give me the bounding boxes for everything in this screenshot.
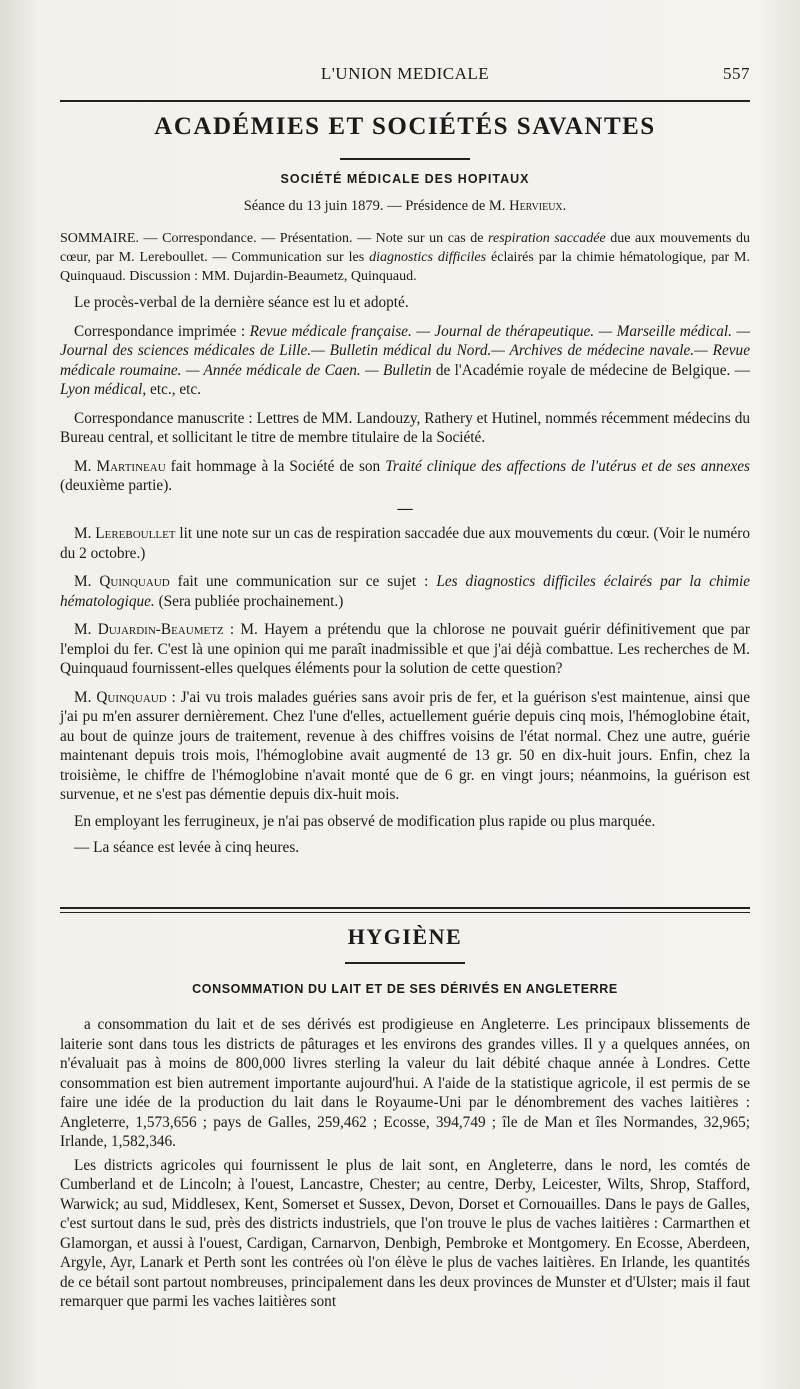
paragraph: [60, 524, 750, 563]
paragraph-italic: Les diagnostics difficiles éclairés par la chimie hématologique.: [60, 573, 750, 610]
section-title-rule: [340, 158, 470, 160]
page-number: 557: [723, 64, 750, 83]
paragraph: [60, 688, 750, 805]
paragraph-text: En employant les ferrugineux, je n'ai pas observé de modification plus rapide ou plus marquée.: [74, 812, 656, 830]
paragraph-text: Le procès-verbal de la dernière séance est lu et adopté.: [74, 294, 409, 311]
sommaire-italic: diagnostics difficiles: [369, 250, 487, 265]
seance-text: Séance du 13 juin 1879. — Présidence de M.: [243, 198, 510, 214]
paragraph-text: M.: [74, 457, 97, 475]
hygiene-title-rule: [345, 962, 465, 964]
paragraph-text: M.: [74, 688, 97, 706]
paragraph-text: : J'ai vu trois malades guéries sans avoir pris de fer, et la guérison s'est maintenue, ainsi que j'ai pu m'en assurer dernièrement. Chez l'une d'elles, actuellement guérie depuis cinq mois, l'hémoglobine était, au bout de quinze jours de traitement, revenue à des chiffres voisins de l'état normal. Chez une autre, guérie maintenant depuis trois mois, l'hémoglobine avait augmenté de 13 gr. 50 en dix-huit jours. Enfin, chez la troisième, le chiffre de l'hémoglobine n'avait monté que de 6 gr. en vingt jours; néanmoins, la guérison est survenue, et ne s'est pas démentie depuis dix-huit mois.: [60, 688, 750, 803]
speaker-name: Dujardin-Beaumetz: [97, 621, 224, 638]
paragraph: [60, 620, 750, 679]
paragraph-text: Les districts agricoles qui fournissent le plus de lait sont, en Angleterre, dans le nord, les comtés de Cumberland et de Lincoln; à l'ouest, Lancastre, Chester; au centre, Derby, Leicester, Wilts, Shrop, Stafford, Warwick; au sud, Middlesex, Kent, Somerset et Sussex, Devon, Dorset et Cornouailles. Dans le pays de Galles, c'est surtout dans le sud, près des districts industriels, que l'on trouve le plus de vaches laitières : Carmarthen et Glamorgan, et aussi à l'ouest, Cardigan, Carnarvon, Denbigh, Pembroke et Montgomery. En Ecosse, Aberdeen, Argyle, Ayr, Lanark et Perth sont les contrées où l'on élève le plus de vaches laitières. En Irlande, les quantités de ce bétail sont partout nombreuses, principalement dans les deux provinces de Munster et d'Ulster; mais il faut remarquer que parmi les vaches laitières sont: [60, 1156, 750, 1310]
paragraph-text: Correspondance manuscrite : Lettres de MM. Landouzy, Rathery et Hutinel, nommés récemment médecins du Bureau central, et sollicitant le titre de membre titulaire de la Société.: [60, 409, 750, 446]
sommaire-italic: respiration saccadée: [488, 231, 606, 246]
hygiene-title: HYGIÈNE: [347, 924, 463, 949]
president-name: Hervieux.: [509, 198, 567, 214]
paragraph: [60, 838, 750, 858]
paragraph: [60, 322, 750, 400]
paragraph-italic: Revue médicale française. — Journal de thérapeutique. — Marseille médical. — Journal des sciences médicales de Lille.— Bulletin médical du Nord.— Archives de médecine navale.— Revue médicale roumaine. — Année médicale de Caen. — Bulletin: [60, 322, 751, 379]
paragraph-text: (deuxième partie).: [60, 477, 173, 494]
paragraph: [60, 457, 750, 496]
paragraph-text: M.: [74, 525, 96, 542]
paragraph-italic: Traité clinique des affections de l'utérus et de ses annexes: [385, 457, 751, 475]
sommaire-text: due aux mouvements du cœur, par M. Lereboullet. — Communication sur les: [60, 231, 750, 265]
paragraph-text: fait hommage à la Société de son: [165, 457, 386, 475]
paragraph-text: (Sera publiée prochainement.): [154, 592, 344, 610]
speaker-name: Quinquaud: [96, 688, 167, 706]
paragraph-italic: Lyon médical: [60, 381, 143, 398]
section-title: ACADÉMIES ET SOCIÉTÉS SAVANTES: [154, 113, 656, 140]
paragraph: [60, 1015, 750, 1152]
sommaire-text: — Correspondance. — Présentation. — Note sur un cas de: [138, 231, 489, 246]
paragraph-text: a consommation du lait et de ses dérivés est prodigieuse en Angleterre. Les principaux blissements de laiterie sont dans tous les districts de pâturages et les environs des grandes villes. Il y a quelques années, on n'évaluait pas à moins de 800,000 livres sterling la valeur du lait débité chaque année à Londres. Cette consommation est bien autrement importante aujourd'hui. A l'aide de la statistique agricole, il est permis de se faire une idée de la production du lait dans le Royaume-Uni par le dénombrement des vaches laitières : Angleterre, 1,573,656 ; pays de Galles, 259,462 ; Ecosse, 394,749 ; île de Man et îles Normandes, 32,965; Irlande, 1,582,346.: [60, 1016, 750, 1150]
sommaire-label: SOMMAIRE.: [60, 231, 139, 246]
paragraph-text: — La séance est levée à cinq heures.: [74, 839, 300, 856]
paragraph-text: lit une note sur un cas de respiration saccadée due aux mouvements du cœur. (Voir le numéro du 2 octobre.): [60, 525, 751, 562]
paragraph: [60, 1156, 750, 1312]
paragraph-text: fait une communication sur ce sujet :: [169, 573, 437, 590]
speaker-name: Martineau: [96, 457, 166, 475]
paragraph: [60, 409, 750, 448]
header-rule: [60, 100, 750, 102]
sommaire: [60, 229, 750, 286]
article-title: CONSOMMATION DU LAIT ET DE SES DÉRIVÉS EN ANGLETERRE: [192, 982, 618, 996]
sommaire-text: éclairés par la chimie hématologique, par M. Quinquaud. Discussion : MM. Dujardin-Beaumetz, Quinquaud.: [60, 250, 750, 284]
paragraph-text: Correspondance imprimée :: [74, 322, 250, 340]
speaker-name: Quinquaud: [99, 573, 170, 590]
paragraph-text: M.: [74, 573, 100, 590]
paragraph: [60, 812, 750, 832]
paragraph: [60, 572, 750, 611]
paragraph: [60, 293, 750, 313]
speaker-name: Lereboullet: [95, 525, 176, 542]
paragraph-text: : M. Hayem a prétendu que la chlorose ne pouvait guérir définitivement que par l'emploi du fer. C'est là une opinion qui me paraît inadmissible et que j'ai déjà combattue. Les recherches de M. Quinquaud fournissent-elles quelques éléments pour la solution de cette question?: [60, 621, 751, 677]
society-heading: SOCIÉTÉ MÉDICALE DES HOPITAUX: [280, 172, 530, 186]
paragraph-text: de l'Académie royale de médecine de Belgique. —: [431, 361, 750, 379]
paragraph-text: , etc., etc.: [142, 381, 201, 398]
seance-line: [60, 198, 750, 215]
paragraph-text: M.: [74, 621, 98, 638]
journal-title: L'UNION MEDICALE: [320, 64, 490, 83]
page-header: [60, 62, 750, 90]
separator-dash: —: [397, 499, 413, 517]
section-divider: [60, 907, 750, 913]
seance-body: [60, 293, 750, 867]
article-body: [60, 1015, 750, 1316]
